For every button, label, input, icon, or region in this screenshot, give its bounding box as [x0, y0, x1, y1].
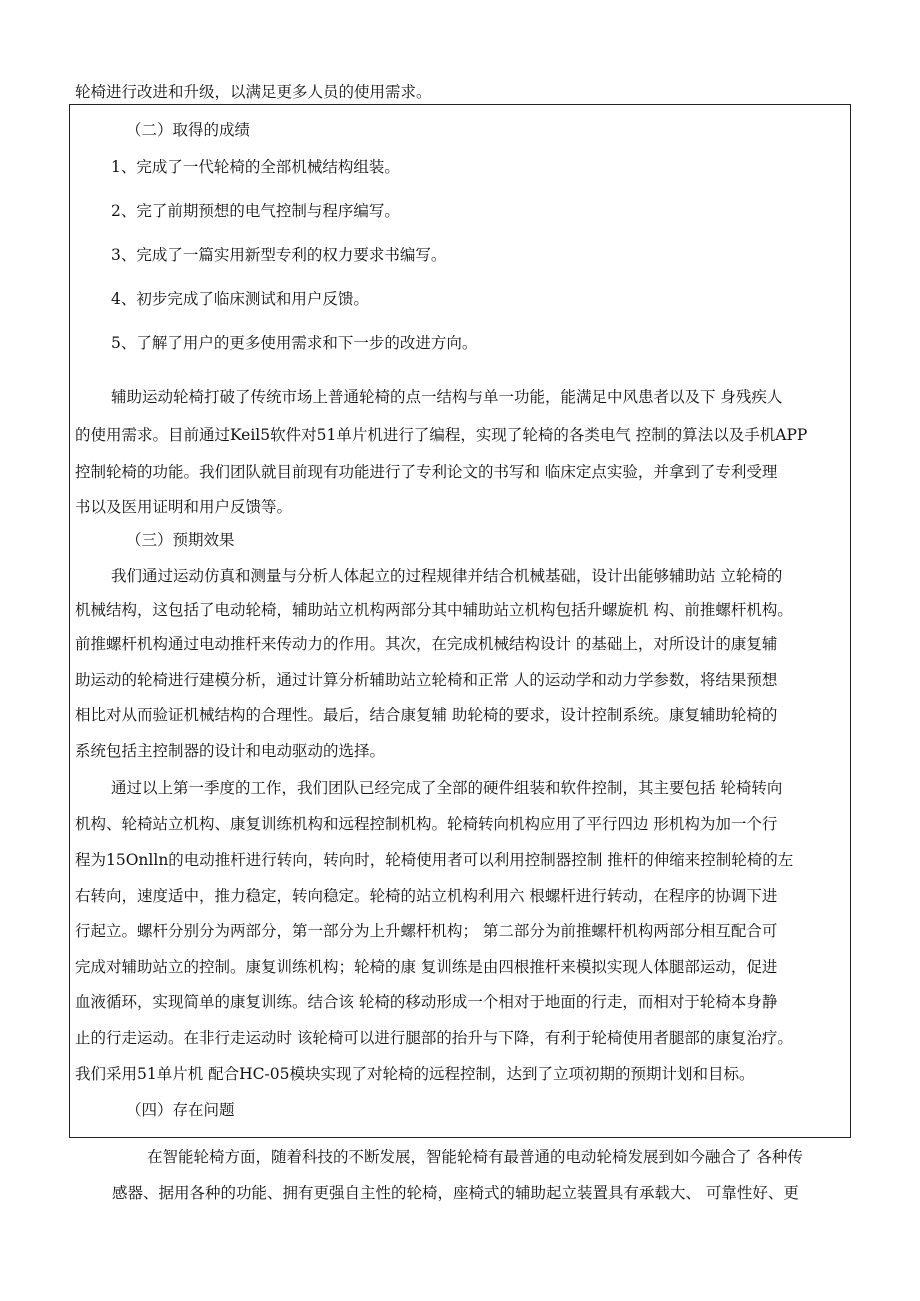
- expected-p1-line: 我们通过运动仿真和测量与分析人体起立的过程规律并结合机械基础，设计出能够辅助站 立轮椅的: [111, 567, 783, 585]
- expected-p2-line: 程为15Onlln的电动推杆进行转向，转向时，轮椅使用者可以利用控制器控制 推杆的伸缩来控制轮椅的左: [75, 851, 794, 869]
- expected-p2-line: 我们采用51单片机 配合HC-05模块实现了对轮椅的远程控制，达到了立项初期的预期计划和目标。: [75, 1065, 755, 1083]
- expected-p2-line: 止的行走运动。在非行走运动时 该轮椅可以进行腿部的抬升与下降，有利于轮椅使用者腿部的康复治疗。: [75, 1029, 793, 1047]
- problems-heading: （四）存在问题: [126, 1101, 235, 1119]
- achievement-item-2: 2、完了前期预想的电气控制与程序编写。: [111, 202, 400, 220]
- expected-p2-line: 右转向，速度适中，推力稳定，转向稳定。轮椅的站立机构利用六 根螺杆进行转动，在程序的协调下进: [75, 887, 778, 905]
- achievement-item-4: 4、初步完成了临床测试和用户反馈。: [111, 290, 369, 308]
- top-continuation-line: 轮椅进行改进和升级，以满足更多人员的使用需求。: [75, 83, 432, 101]
- achievement-item-5: 5、了解了用户的更多使用需求和下一步的改进方向。: [111, 334, 478, 352]
- achievement-item-3: 3、完成了一篇实用新型专利的权力要求书编写。: [111, 246, 447, 264]
- summary-line: 的使用需求。目前通过Keil5软件对51单片机进行了编程，实现了轮椅的各类电气 控制的算法以及手机APP: [75, 426, 808, 444]
- summary-line: 辅助运动轮椅打破了传统市场上普通轮椅的点一结构与单一功能，能满足中风患者以及下 身残疾人: [111, 388, 783, 406]
- problems-line: 感器、据用各种的功能、拥有更强自主性的轮椅，座椅式的辅助起立装置具有承载大、 可靠性好、更: [112, 1184, 799, 1202]
- summary-line: 控制轮椅的功能。我们团队就目前现有功能进行了专利论文的书写和 临床定点实验，并拿到了专利受理: [75, 463, 778, 481]
- expected-p2-line: 机构、轮椅站立机构、康复训练机构和远程控制机构。轮椅转向机构应用了平行四边 形机构为加一个行: [75, 815, 778, 833]
- problems-line: 在智能轮椅方面，随着科技的不断发展，智能轮椅有最普通的电动轮椅发展到如今融合了 各种传: [147, 1148, 803, 1166]
- expected-p1-line: 相比对从而验证机械结构的合理性。最后，结合康复辅 助轮椅的要求，设计控制系统。康复辅助轮椅的: [75, 706, 778, 724]
- expected-p2-line: 通过以上第一季度的工作，我们团队已经完成了全部的硬件组装和软件控制，其主要包括 轮椅转向: [111, 779, 783, 797]
- achievement-item-1: 1、完成了一代轮椅的全部机械结构组装。: [111, 158, 400, 176]
- expected-p1-line: 系统包括主控制器的设计和电动驱动的选择。: [75, 742, 386, 760]
- expected-heading: （三）预期效果: [126, 531, 235, 549]
- summary-line: 书以及医用证明和用户反馈等。: [75, 498, 293, 516]
- expected-p2-line: 行起立。螺杆分别分为两部分，第一部分为上升螺杆机构； 第二部分为前推螺杆机构两部分相互配合可: [75, 922, 778, 940]
- expected-p1-line: 前推螺杆机构通过电动推杆来传动力的作用。其次，在完成机械结构设计 的基础上，对所设计的康复辅: [75, 635, 778, 653]
- expected-p1-line: 助运动的轮椅进行建模分析，通过计算分析辅助站立轮椅和正常 人的运动学和动力学参数，将结果预想: [75, 671, 778, 689]
- expected-p2-line: 血液循环，实现简单的康复训练。结合该 轮椅的移动形成一个相对于地面的行走，而相对于轮椅本身静: [75, 993, 778, 1011]
- expected-p1-line: 机械结构，这包括了电动轮椅，辅助站立机构两部分其中辅助站立机构包括升螺旋机 构、前推螺杆机构。: [75, 601, 793, 619]
- achievements-heading: （二）取得的成绩: [126, 121, 251, 139]
- expected-p2-line: 完成对辅助站立的控制。康复训练机构；轮椅的康 复训练是由四根推杆来模拟实现人体腿部运动，促进: [75, 958, 778, 976]
